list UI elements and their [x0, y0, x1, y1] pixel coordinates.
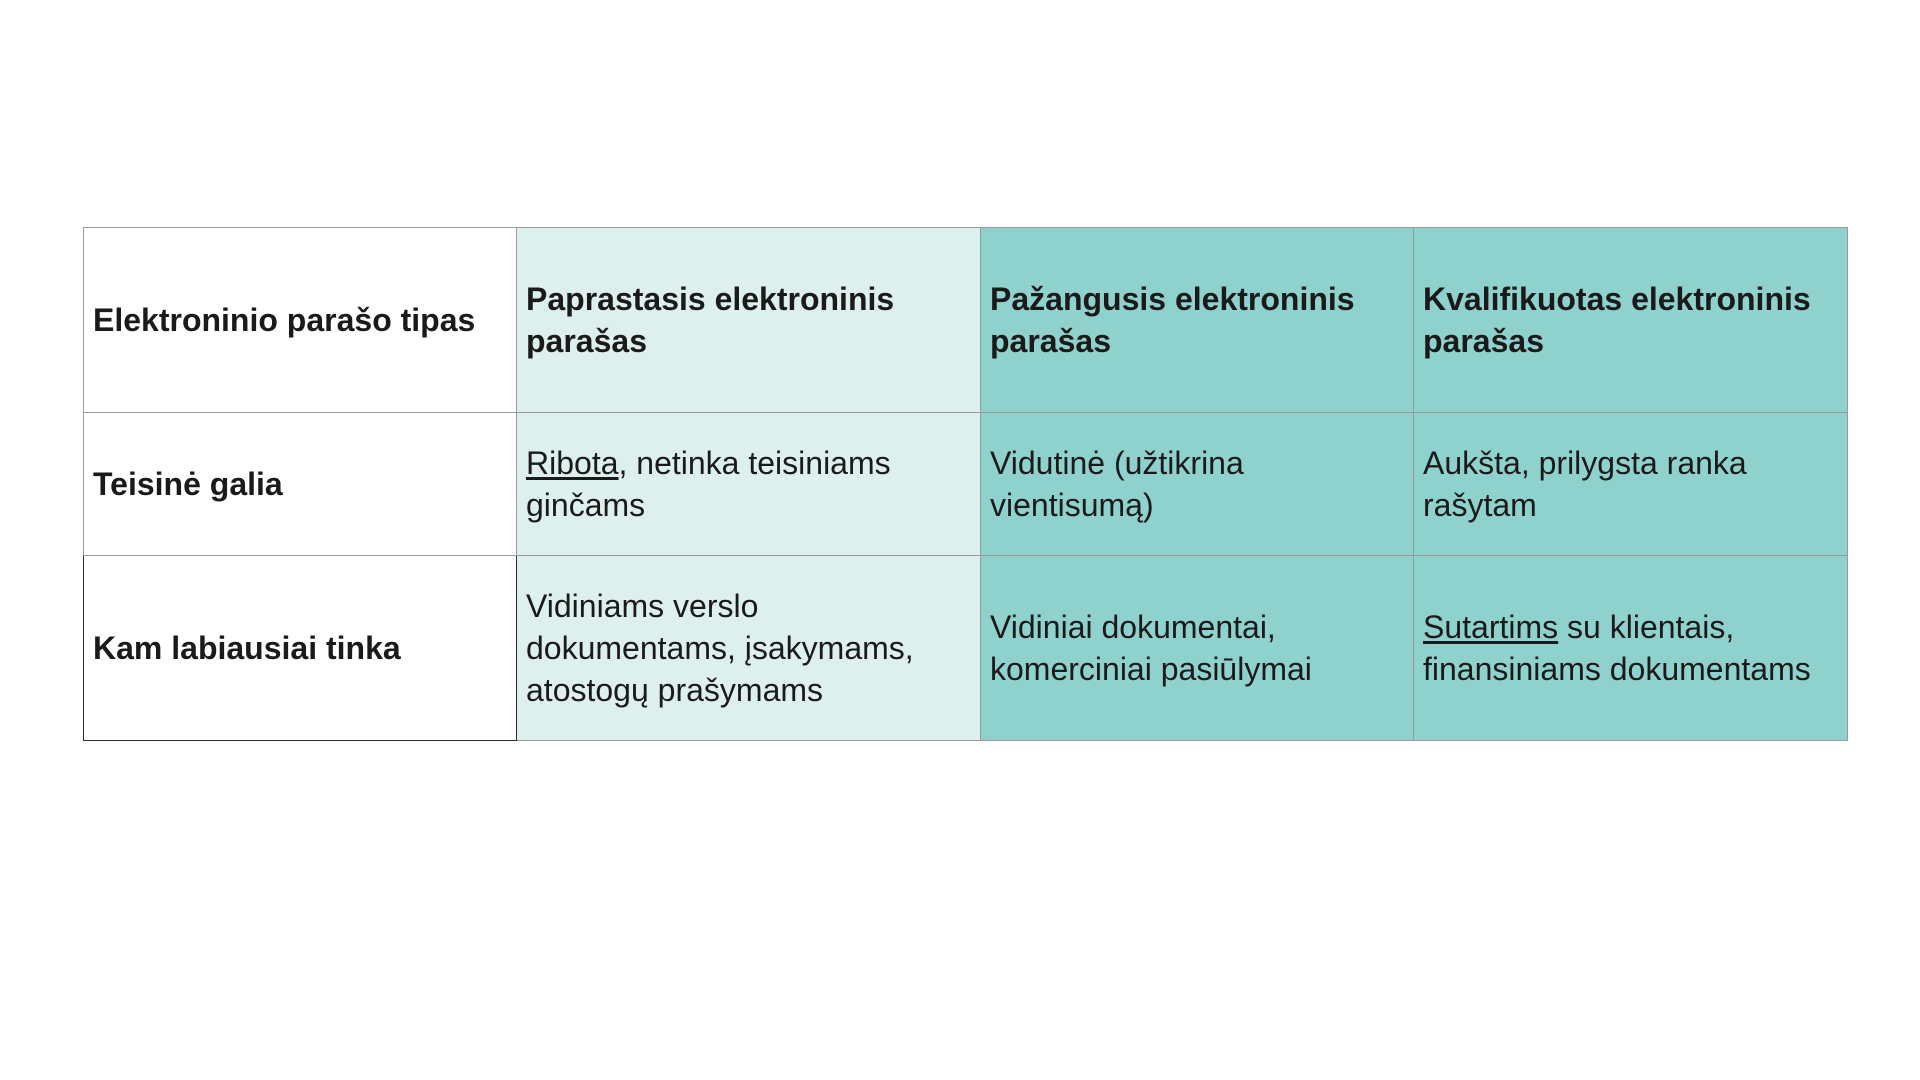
- underlined-text: Ribota: [526, 445, 619, 481]
- signature-comparison-table: [83, 227, 1848, 741]
- cell-text: , netinka teisiniams ginčams: [526, 445, 891, 523]
- table-row-best-use: [84, 556, 1848, 741]
- cell-text: su klientais, finansiniams dokumentams: [1423, 609, 1811, 687]
- header-qualified-signature: Kvalifikuotas elektroninis parašas: [1414, 228, 1848, 413]
- underlined-text: Sutartims: [1423, 609, 1559, 645]
- cell-legal-force-qualified: Aukšta, prilygsta ranka rašytam: [1414, 413, 1848, 556]
- table-row-legal-force: [84, 413, 1848, 556]
- cell-best-use-advanced: Vidiniai dokumentai, komerciniai pasiūlymai: [981, 556, 1414, 741]
- header-advanced-signature: Pažangusis elektroninis parašas: [981, 228, 1414, 413]
- header-simple-signature: Paprastasis elektroninis parašas: [517, 228, 981, 413]
- cell-legal-force-advanced: Vidutinė (užtikrina vientisumą): [981, 413, 1414, 556]
- cell-legal-force-simple: [517, 413, 981, 556]
- header-label-cell: Elektroninio parašo tipas: [84, 228, 517, 413]
- cell-best-use-simple: Vidiniams verslo dokumentams, įsakymams, atostogų prašymams: [517, 556, 981, 741]
- row-label-legal-force: Teisinė galia: [84, 413, 517, 556]
- table-header-row: [84, 228, 1848, 413]
- row-label-best-use: Kam labiausiai tinka: [84, 556, 517, 741]
- cell-best-use-qualified: [1414, 556, 1848, 741]
